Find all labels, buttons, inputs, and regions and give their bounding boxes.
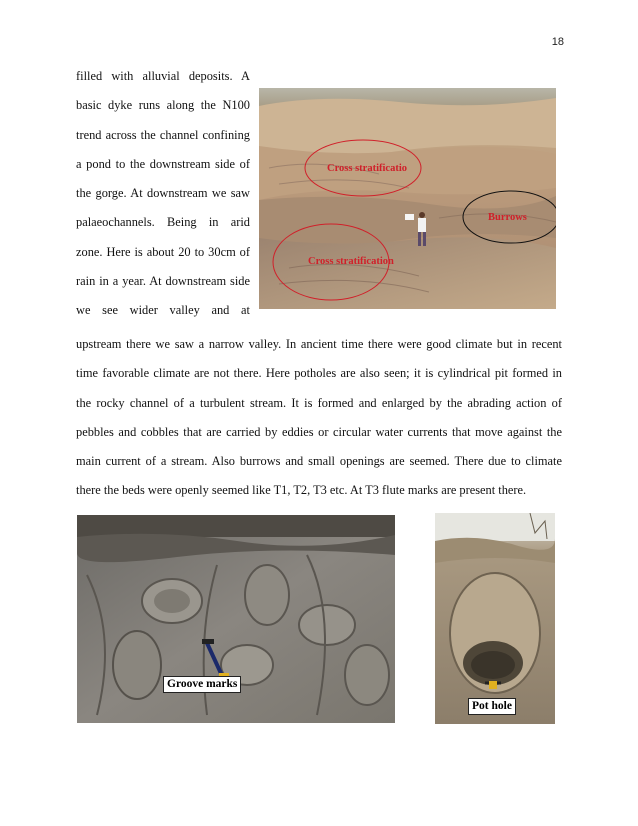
burrows-label: Burrows xyxy=(488,212,527,223)
text-line: upstream there we saw a narrow valley. In ancient time there were good climate but in recent xyxy=(76,337,562,351)
page-number: 18 xyxy=(551,36,564,48)
groove-marks-caption: Groove marks xyxy=(163,676,241,693)
text-line: zone. Here is about 20 to 30cm of xyxy=(76,244,250,259)
text-line: main current of a stream. Also burrows and small openings are seemed. There due to climate xyxy=(76,454,562,469)
cross-stratification-label-top: Cross stratificatio xyxy=(327,163,407,174)
text-line: time favorable climate are not there. Here potholes are also seen; it is cylindrical pit formed in xyxy=(76,366,562,381)
text-line: rain in a year. At downstream side xyxy=(76,274,250,289)
text-line: we see wider valley and at xyxy=(76,303,250,318)
text-line: the gorge. At downstream we saw xyxy=(76,186,250,201)
text-line: trend across the channel confining xyxy=(76,127,250,142)
text-line: a pond to the downstream side of xyxy=(76,156,250,171)
cliff-cross-stratification-photo xyxy=(259,88,556,309)
text-line: pebbles and cobbles that are carried by eddies or circular water currents that move against the xyxy=(76,424,562,439)
text-line: the rocky channel of a turbulent stream. It is formed and enlarged by the abrading action of xyxy=(76,395,562,410)
pot-hole-caption: Pot hole xyxy=(468,698,516,715)
text-line: there the beds were openly seemed like T1, T2, T3 etc. At T3 flute marks are present there. xyxy=(76,483,527,498)
groove-marks-photo xyxy=(77,515,395,723)
text-line: filled with alluvial deposits. A xyxy=(76,69,250,83)
wrapped-paragraph xyxy=(76,62,250,326)
cross-stratification-label-bottom: Cross stratification xyxy=(308,256,394,267)
text-line: palaeochannels. Being in arid xyxy=(76,215,250,230)
pot-hole-photo xyxy=(435,513,555,724)
main-paragraph xyxy=(76,330,562,506)
text-line: basic dyke runs along the N100 xyxy=(76,98,250,113)
